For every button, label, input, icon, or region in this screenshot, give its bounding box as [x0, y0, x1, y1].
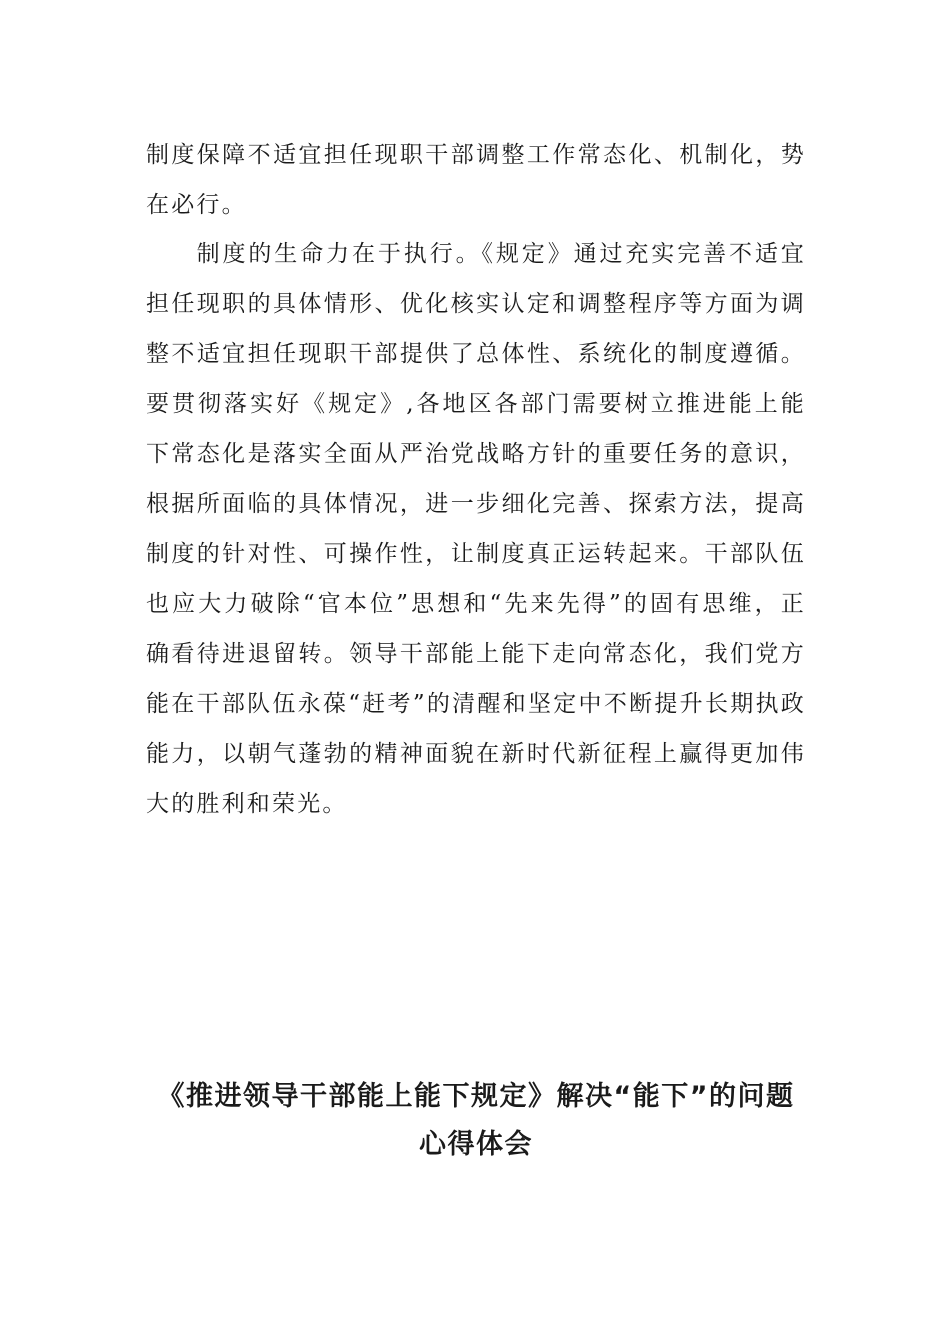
section-title-line-2: 心得体会	[419, 1129, 533, 1160]
section-title	[146, 1073, 806, 1169]
body-paragraph-1: 制度保障不适宜担任现职干部调整工作常态化、机制化，势在必行。	[146, 142, 806, 218]
body-paragraph-2: 制度的生命力在于执行。《规定》通过充实完善不适宜担任现职的具体情形、优化核实认定和调整程序等方面为调整不适宜担任现职干部提供了总体性、系统化的制度遵循。要贯彻落实好《规定》,各地区各部门需要树立推进能上能下常态化是落实全面从严治党战略方针的重要任务的意识，根据所面临的具体情况，进一步细化完善、探索方法，提高制度的针对性、可操作性，让制度真正运转起来。干部队伍也应大力破除“官本位”思想和“先来先得”的固有思维，正确看待进退留转。领导干部能上能下走向常态化，我们党方能在干部队伍永葆“赶考”的清醒和坚定中不断提升长期执政能力，以朝气蓬勃的精神面貌在新时代新征程上赢得更加伟大的胜利和荣光。	[146, 241, 806, 817]
section-title-line-1: 《推进领导干部能上能下规定》解决“能下”的问题	[157, 1081, 795, 1112]
